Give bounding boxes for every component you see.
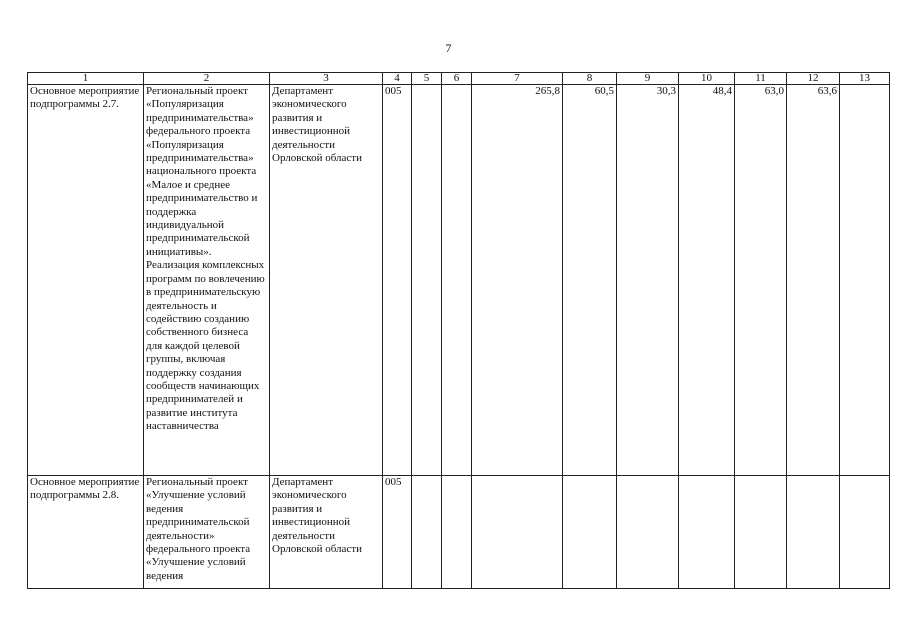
value-cell [442, 476, 472, 589]
event-cell: Основное мероприятие подпрограммы 2.7. [28, 85, 144, 476]
value-cell: 48,4 [679, 85, 735, 476]
code-cell: 005 [383, 476, 412, 589]
header-cell: 7 [472, 73, 563, 85]
value-cell: 30,3 [617, 85, 679, 476]
value-cell [787, 476, 840, 589]
event-cell: Основное мероприятие подпрограммы 2.8. [28, 476, 144, 589]
value-cell [617, 476, 679, 589]
header-cell: 2 [144, 73, 270, 85]
executor-cell: Департамент экономического развития и инвестиционной деятельности Орловской области [270, 476, 383, 589]
value-cell: 63,6 [787, 85, 840, 476]
page-number: 7 [445, 41, 452, 55]
header-cell: 3 [270, 73, 383, 85]
table-row [28, 85, 890, 476]
project-name-cell: Региональный проект «Улучшение условий ведения предпринимательской деятельности» федерального проекта «Улучшение условий ведения [144, 476, 270, 589]
header-cell: 4 [383, 73, 412, 85]
value-cell: 60,5 [563, 85, 617, 476]
header-cell: 6 [442, 73, 472, 85]
value-cell [563, 476, 617, 589]
value-cell [412, 85, 442, 476]
header-cell: 8 [563, 73, 617, 85]
project-name-cell: Региональный проект «Популяризация предпринимательства» федерального проекта «Популяризация предпринимательства» национального проекта «Малое и среднее предпринимательство и поддержка индивидуальной предпринимательской инициативы». Реализация комплексных программ по вовлечению в предпринимательскую деятельность и содействию созданию собственного бизнеса для каждой целевой группы, включая поддержку создания сообществ начинающих предпринимателей и развитие института наставничества [144, 85, 270, 476]
table-row [28, 476, 890, 589]
value-cell [735, 476, 787, 589]
header-cell: 1 [28, 73, 144, 85]
value-cell [442, 85, 472, 476]
value-cell: 63,0 [735, 85, 787, 476]
value-cell [472, 476, 563, 589]
value-cell [840, 476, 890, 589]
header-cell: 9 [617, 73, 679, 85]
table-header-row [28, 73, 890, 85]
header-cell: 5 [412, 73, 442, 85]
header-cell: 10 [679, 73, 735, 85]
executor-cell: Департамент экономического развития и инвестиционной деятельности Орловской области [270, 85, 383, 476]
code-cell: 005 [383, 85, 412, 476]
header-cell: 12 [787, 73, 840, 85]
header-cell: 13 [840, 73, 890, 85]
budget-table [27, 72, 890, 589]
header-cell: 11 [735, 73, 787, 85]
value-cell [679, 476, 735, 589]
value-cell [840, 85, 890, 476]
value-cell: 265,8 [472, 85, 563, 476]
value-cell [412, 476, 442, 589]
